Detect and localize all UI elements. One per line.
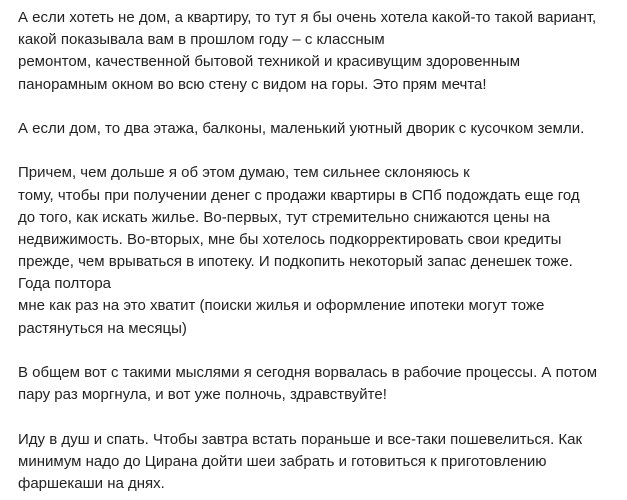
text-line: какой показывала вам в прошлом году – с классным [18, 31, 385, 49]
text-line: минимум надо до Цирана дойти шеи забрать и готовиться к приготовлению [18, 452, 547, 470]
text-line: мне как раз на это хватит (поиски жилья и оформление ипотеки могут тоже [18, 297, 545, 315]
text-line: Причем, чем дольше я об этом думаю, тем сильнее склоняюсь к [18, 164, 470, 182]
paragraph-today [18, 362, 618, 406]
text-line: растянуться на месяцы) [18, 319, 187, 337]
paragraph-plans [18, 162, 618, 340]
paragraph-house-wish [18, 118, 618, 140]
text-line: недвижимость. Во-вторых, мне бы хотелось подкорректировать свои кредиты [18, 230, 562, 248]
paragraph-spacer [18, 96, 618, 118]
paragraph-tomorrow [18, 429, 618, 496]
text-line: панорамным окном во всю стену с видом на горы. Это прям мечта! [18, 75, 487, 93]
text-line: Года полтора [18, 275, 112, 293]
text-line: ремонтом, качественной бытовой техникой и красивущим здоровенным [18, 53, 521, 71]
text-line: прежде, чем врываться в ипотеку. И подкопить некоторый запас денешек тоже. [18, 253, 573, 271]
text-line: А если хотеть не дом, а квартиру, то тут я бы очень хотела какой-то такой вариант, [18, 9, 597, 26]
text-line: тому, чтобы при получении денег с продажи квартиры в СПб подождать еще год [18, 186, 580, 204]
text-line: фаршекаши на днях. [18, 474, 165, 492]
text-line: В общем вот с такими мыслями я сегодня ворвалась в рабочие процессы. А потом [18, 364, 598, 381]
text-line: пару раз моргнула, и вот уже полночь, здравствуйте! [18, 386, 387, 404]
post-body [18, 7, 618, 495]
paragraph-apartment-wish [18, 7, 618, 96]
paragraph-spacer [18, 140, 618, 162]
text-line: А если дом, то два этажа, балконы, маленький уютный дворик с кусочком земли. [18, 119, 585, 137]
paragraph-spacer [18, 406, 618, 428]
paragraph-spacer [18, 340, 618, 362]
text-line: Иду в душ и спать. Чтобы завтра встать пораньше и все-таки пошевелиться. Как [18, 430, 583, 448]
text-line: до того, как искать жилье. Во-первых, тут стремительно снижаются цены на [18, 208, 550, 226]
